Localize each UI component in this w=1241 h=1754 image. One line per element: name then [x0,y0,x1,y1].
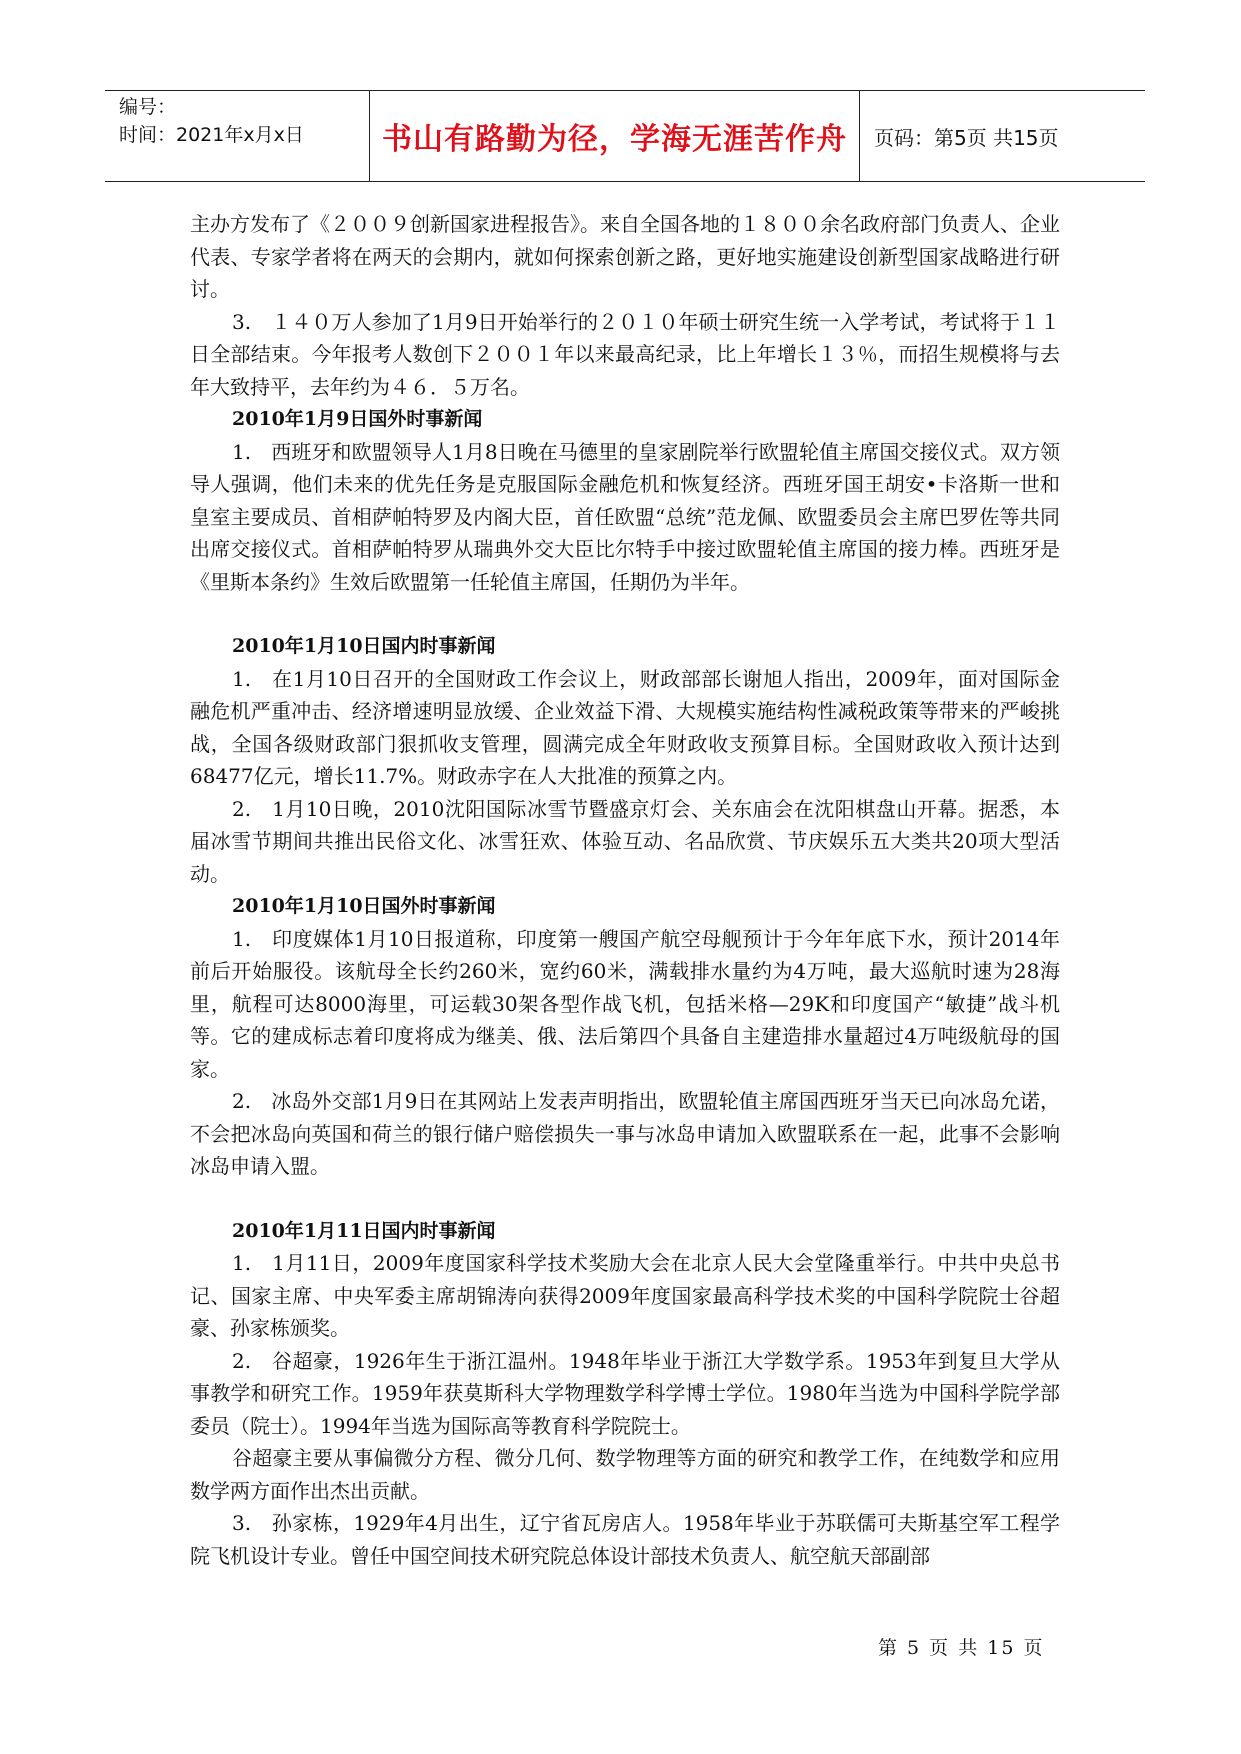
paragraph: 1. 西班牙和欧盟领导人1月8日晚在马德里的皇家剧院举行欧盟轮值主席国交接仪式。双方领导人强调，他们未来的优先任务是克服国际金融危机和恢复经济。西班牙国王胡安•卡洛斯一世和皇室主要成员、首相萨帕特罗及内阁大臣，首任欧盟“总统”范龙佩、欧盟委员会主席巴罗佐等共同出席交接仪式。首相萨帕特罗从瑞典外交大臣比尔特手中接过欧盟轮值主席国的接力棒。西班牙是《里斯本条约》生效后欧盟第一任轮值主席国，任期仍为半年。 [190,439,1060,594]
paragraph: 谷超豪主要从事偏微分方程、微分几何、数学物理等方面的研究和教学工作，在纯数学和应用数学两方面作出杰出贡献。 [190,1446,1060,1503]
section-heading: 2010年1月10日国外时事新闻 [232,895,496,917]
section-heading: 2010年1月11日国内时事新闻 [232,1219,496,1242]
paragraph: 1. 印度媒体1月10日报道称，印度第一艘国产航空母舰预计于今年年底下水，预计2014年前后开始服役。该航母全长约260米，宽约60米，满载排水量约为4万吨，最大巡航时速为28海里，航程可达8000海里，可运载30架各型作战飞机，包括米格—29K和印度国产“敏捷”战斗机等。它的建成标志着印度将成为继美、俄、法后第四个具备自主建造排水量超过4万吨级航母的国家。 [190,926,1060,1081]
blank-line [190,1183,1060,1215]
page-header [105,90,1145,182]
paragraph: 2. 1月10日晚，2010沈阳国际冰雪节暨盛京灯会、关东庙会在沈阳棋盘山开幕。据悉，本届冰雪节期间共推出民俗文化、冰雪狂欢、体验互动、名品欣赏、节庆娱乐五大类共20项大型活动。 [190,796,1060,886]
section-heading: 2010年1月10日国内时事新闻 [232,635,496,657]
paragraph: 1. 在1月10日召开的全国财政工作会议上，财政部部长谢旭人指出，2009年，面对国际金融危机严重冲击、经济增速明显放缓、企业效益下滑、大规模实施结构性减税政策等带来的严峻挑战，全国各级财政部门狠抓收支管理，圆满完成全年财政收支预算目标。全国财政收入预计达到68477亿元，增长11.7%。财政赤字在人大批准的预算之内。 [190,666,1060,788]
document-number-label: 编号： [119,96,177,118]
paragraph: 1. 1月11日，2009年度国家科学技术奖励大会在北京人民大会堂隆重举行。中共中央总书记、国家主席、中央军委主席胡锦涛向获得2009年度国家最高科学技术奖的中国科学院院士谷超豪、孙家栋颁奖。 [190,1251,1060,1340]
document-time-label: 时间：2021年x月x日 [119,124,304,146]
section-heading: 2010年1月9日国外时事新闻 [232,408,483,430]
header-page-label: 页码：第5页 共15页 [874,125,1059,150]
paragraph: 3. 孙家栋，1929年4月出生，辽宁省瓦房店人。1958年毕业于苏联儒可夫斯基空军工程学院飞机设计专业。曾任中国空间技术研究院总体设计部技术负责人、航空航天部副部 [190,1511,1060,1568]
document-body [190,208,1060,1572]
header-motto: 书山有路勤为径，学海无涯苦作舟 [370,91,860,181]
blank-line [190,598,1060,630]
paragraph: 2. 冰岛外交部1月9日在其网站上发表声明指出，欧盟轮值主席国西班牙当天已向冰岛允诺，不会把冰岛向英国和荷兰的银行储户赔偿损失一事与冰岛申请加入欧盟联系在一起，此事不会影响冰岛申请入盟。 [190,1089,1060,1178]
header-meta [105,91,370,181]
page-footer: 第 5 页 共 15 页 [878,1637,1045,1659]
paragraph: 2. 谷超豪，1926年生于浙江温州。1948年毕业于浙江大学数学系。1953年到复旦大学从事教学和研究工作。1959年获莫斯科大学物理数学科学博士学位。1980年当选为中国科学院学部委员（院士）。1994年当选为国际高等教育科学院院士。 [190,1348,1060,1438]
paragraph: 3. １４０万人参加了1月9日开始举行的２０１０年硕士研究生统一入学考试，考试将于１１日全部结束。今年报考人数创下２００１年以来最高纪录，比上年增长１３％，而招生规模将与去年大致持平，去年约为４６．５万名。 [190,309,1060,399]
paragraph: 主办方发布了《２００９创新国家进程报告》。来自全国各地的１８００余名政府部门负责人、企业代表、专家学者将在两天的会期内，就如何探索创新之路，更好地实施建设创新型国家战略进行研讨。 [190,212,1060,301]
